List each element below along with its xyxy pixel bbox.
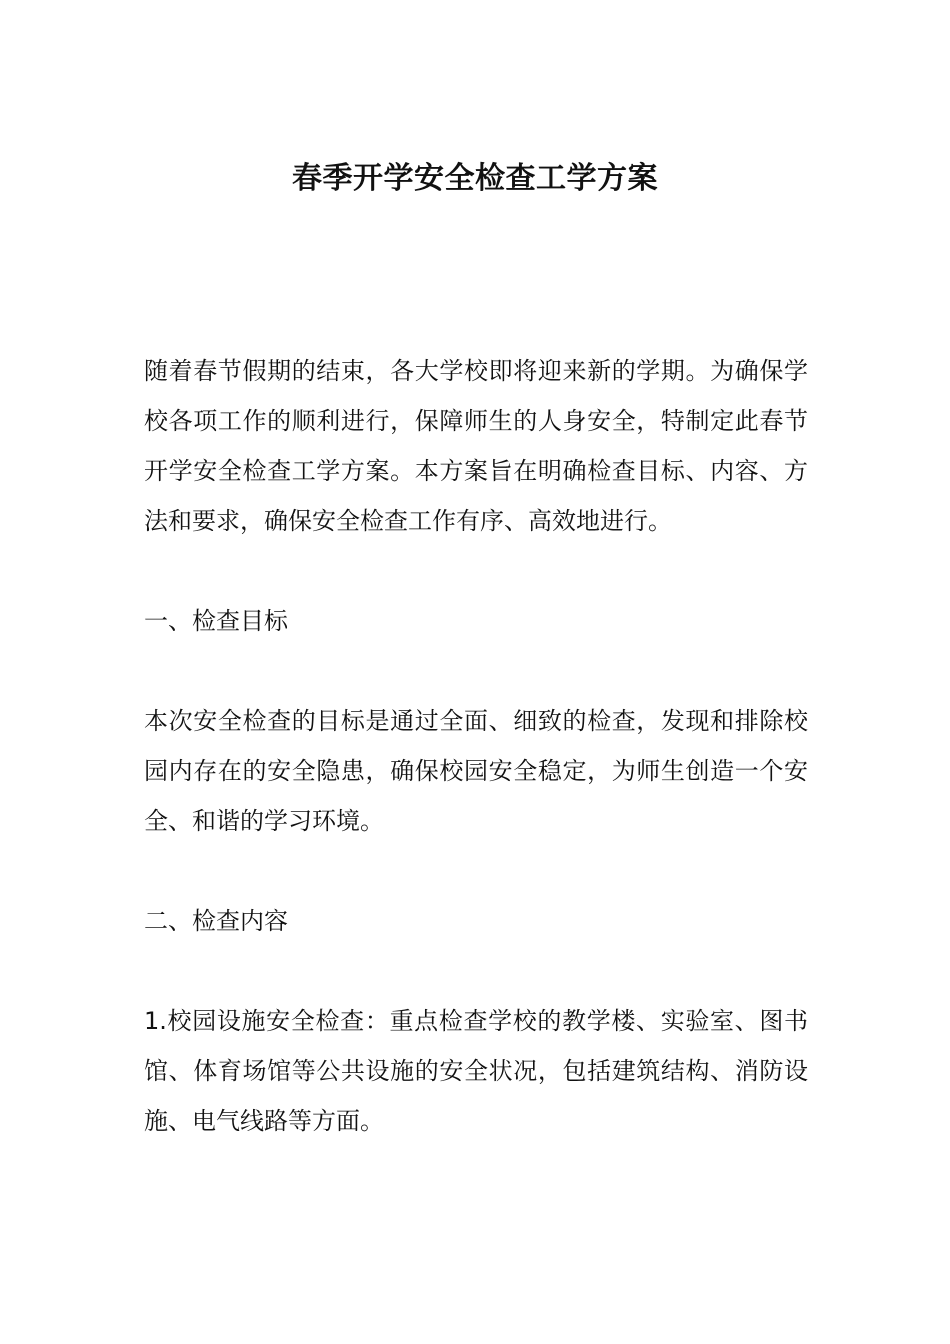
intro-paragraph: 随着春节假期的结束，各大学校即将迎来新的学期。为确保学校各项工作的顺利进行，保障师生的人身安全，特制定此春节开学安全检查工学方案。本方案旨在明确检查目标、内容、方法和要求，确保安全检查工作有序、高效地进行。 [144, 357, 808, 535]
spacer [144, 646, 808, 696]
section-body-contents: 1.校园设施安全检查：重点检查学校的教学楼、实验室、图书馆、体育场馆等公共设施的安全状况，包括建筑结构、消防设施、电气线路等方面。 [144, 1007, 808, 1135]
spacer [144, 546, 808, 596]
spacer [144, 846, 808, 896]
document-title: 春季开学安全检查工学方案 [292, 161, 658, 196]
spacer [144, 946, 808, 996]
document-body [144, 346, 808, 1146]
section-heading-contents: 二、检查内容 [144, 907, 288, 935]
section-heading-goals: 一、检查目标 [144, 607, 288, 635]
section-body-goals: 本次安全检查的目标是通过全面、细致的检查，发现和排除校园内存在的安全隐患，确保校园安全稳定，为师生创造一个安全、和谐的学习环境。 [144, 707, 808, 835]
